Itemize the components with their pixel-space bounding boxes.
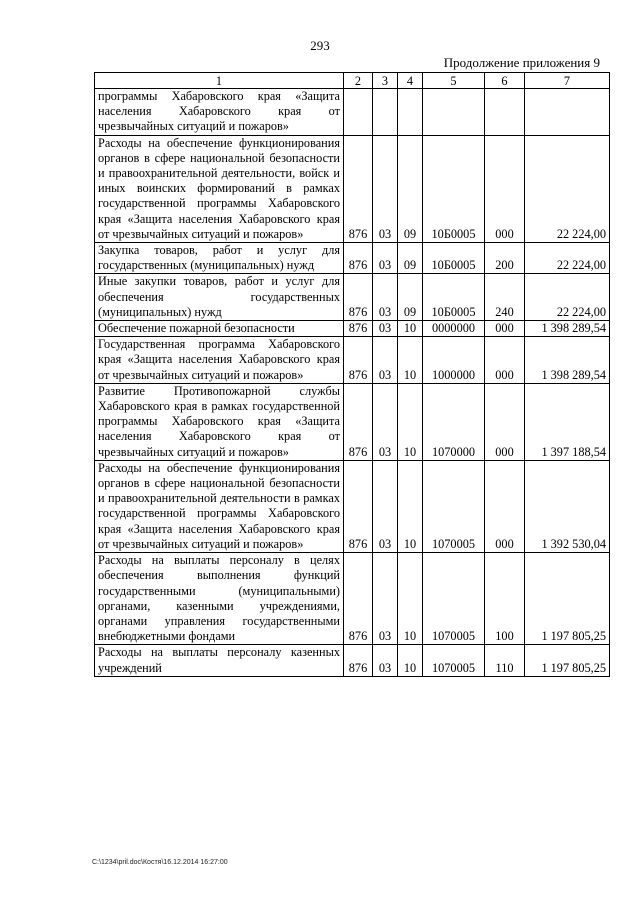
row-vr: 000 [485,321,525,337]
row-gr: 876 [344,645,373,676]
row-name: Расходы на выплаты персоналу в целях обеспечения выполнения функций государственными (муниципальными) органами, казенными учреждениями, органами управления государственными внебюджетными фондами [95,553,344,645]
header-col-3: 3 [373,73,398,89]
table-row [95,383,610,460]
row-vr: 110 [485,645,525,676]
table-row [95,135,610,242]
row-name: Расходы на обеспечение функционирования органов в сфере национальной безопасности и правоохранительной деятельности, войск и иных воинских формирований в рамках государственной программы Хабаровского края «Защита населения Хабаровского края от чрезвычайных ситуаций и пожаров» [95,135,344,242]
row-vr: 200 [485,243,525,274]
row-csr: 10Б0005 [423,274,485,321]
header-row [95,73,610,89]
row-pr: 10 [398,553,423,645]
row-name: Обеспечение пожарной безопасности [95,321,344,337]
row-csr: 10Б0005 [423,243,485,274]
row-vr [485,89,525,136]
row-gr: 876 [344,274,373,321]
row-rz: 03 [373,383,398,460]
row-rz: 03 [373,460,398,552]
row-rz: 03 [373,135,398,242]
row-name: Государственная программа Хабаровского края «Защита населения Хабаровского края от чрезвычайных ситуаций и пожаров» [95,337,344,384]
row-csr [423,89,485,136]
row-pr: 10 [398,645,423,676]
header-col-1: 1 [95,73,344,89]
row-gr: 876 [344,460,373,552]
row-vr: 000 [485,383,525,460]
row-pr: 10 [398,321,423,337]
table-row [95,337,610,384]
header-col-5: 5 [423,73,485,89]
row-pr: 10 [398,460,423,552]
row-gr: 876 [344,383,373,460]
row-name: Развитие Противопожарной службы Хабаровского края в рамках государственной программы Хабаровского края «Защита населения Хабаровского края от чрезвычайных ситуаций и пожаров» [95,383,344,460]
header-col-2: 2 [344,73,373,89]
header-col-4: 4 [398,73,423,89]
row-pr: 09 [398,243,423,274]
row-csr: 1070000 [423,383,485,460]
row-pr: 10 [398,337,423,384]
row-rz: 03 [373,321,398,337]
table-row [95,274,610,321]
row-name: Расходы на выплаты персоналу казенных учреждений [95,645,344,676]
table-row [95,89,610,136]
row-name: программы Хабаровского края «Защита населения Хабаровского края от чрезвычайных ситуаций и пожаров» [95,89,344,136]
page-number: 293 [310,38,330,53]
row-sum [525,89,610,136]
table-row [95,243,610,274]
row-csr: 1000000 [423,337,485,384]
row-sum: 22 224,00 [525,135,610,242]
row-csr: 0000000 [423,321,485,337]
table-row [95,460,610,552]
row-gr: 876 [344,243,373,274]
row-pr: 10 [398,383,423,460]
row-rz [373,89,398,136]
table-row [95,553,610,645]
row-csr: 1070005 [423,553,485,645]
row-rz: 03 [373,337,398,384]
row-vr: 000 [485,135,525,242]
row-name: Расходы на обеспечение функционирования органов в сфере национальной безопасности и правоохранительной деятельности в рамках государственной программы Хабаровского края «Защита населения Хабаровского края от чрезвычайных ситуаций и пожаров» [95,460,344,552]
row-sum: 22 224,00 [525,243,610,274]
row-gr: 876 [344,337,373,384]
footer-path: C:\1234\pril.doc\Костя\16.12.2014 16:27:00 [92,859,228,866]
row-sum: 1 397 188,54 [525,383,610,460]
row-rz: 03 [373,645,398,676]
header-col-6: 6 [485,73,525,89]
row-pr [398,89,423,136]
row-vr: 000 [485,337,525,384]
row-vr: 100 [485,553,525,645]
header-col-7: 7 [525,73,610,89]
row-rz: 03 [373,274,398,321]
row-csr: 1070005 [423,645,485,676]
row-rz: 03 [373,243,398,274]
row-pr: 09 [398,274,423,321]
row-csr: 10Б0005 [423,135,485,242]
row-vr: 000 [485,460,525,552]
row-gr: 876 [344,135,373,242]
row-gr: 876 [344,321,373,337]
row-gr: 876 [344,553,373,645]
row-sum: 22 224,00 [525,274,610,321]
row-sum: 1 197 805,25 [525,645,610,676]
row-pr: 09 [398,135,423,242]
row-vr: 240 [485,274,525,321]
row-sum: 1 197 805,25 [525,553,610,645]
row-rz: 03 [373,553,398,645]
table-row [95,321,610,337]
row-csr: 1070005 [423,460,485,552]
row-gr [344,89,373,136]
row-sum: 1 398 289,54 [525,337,610,384]
row-sum: 1 398 289,54 [525,321,610,337]
budget-table [94,72,610,677]
row-name: Иные закупки товаров, работ и услуг для обеспечения государственных (муниципальных) нужд [95,274,344,321]
row-name: Закупка товаров, работ и услуг для государственных (муниципальных) нужд [95,243,344,274]
table-row [95,645,610,676]
table-body [95,89,610,677]
row-sum: 1 392 530,04 [525,460,610,552]
continuation-label: Продолжение приложения 9 [443,55,600,70]
